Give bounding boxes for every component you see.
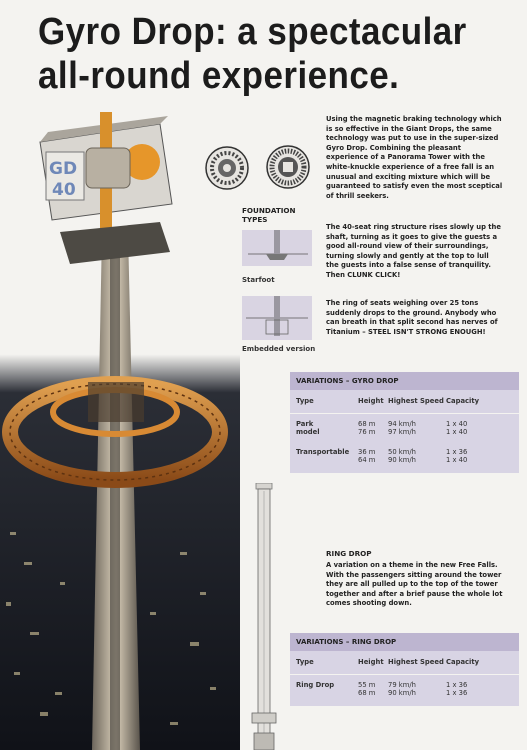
row-type: Ring Drop bbox=[296, 680, 335, 689]
row-speed: 79 km/h bbox=[388, 680, 416, 689]
row-height-2: 68 m bbox=[358, 689, 376, 697]
tower-illustration bbox=[0, 112, 240, 750]
row-height-2: 76 m bbox=[358, 428, 376, 436]
col-capacity: Capacity bbox=[446, 397, 480, 405]
row-speed-2: 97 km/h bbox=[388, 428, 416, 436]
title-line-1: Gyro Drop: a spectacular bbox=[38, 11, 467, 53]
embedded-caption: Embedded version bbox=[242, 345, 316, 353]
row-type: Park bbox=[296, 419, 314, 428]
col-type: Type bbox=[296, 658, 314, 666]
ring-structure-paragraph: The 40-seat ring structure rises slowly up the shaft, turning as it goes to give the guests a good all-round view of their surroundings, turning slowly and gently at the top to lull the guests into a false sense of tranquility. Then CLUNK CLICK! bbox=[326, 222, 501, 279]
foundation-heading-line-2: TYPES bbox=[242, 215, 268, 224]
row-capacity: 1 x 36 bbox=[446, 447, 468, 456]
row-capacity: 1 x 40 bbox=[446, 419, 468, 428]
table-row bbox=[290, 440, 519, 473]
intro-paragraph: Using the magnetic braking technology which is so effective in the Giant Drops, the same technology was put to use in the super-sized Gyro Drop. Combining the pleasant experience of a Panorama Tower with the white-knuckle experience of a free fall is an unusual and exciting mixture which will be guaranteed to satisfy even the most sceptical of thrill seekers. bbox=[326, 114, 503, 200]
ring-table-title: VARIATIONS – RING DROP bbox=[290, 633, 519, 651]
row-height: 36 m bbox=[358, 447, 376, 456]
starfoot-caption: Starfoot bbox=[242, 276, 275, 284]
row-speed-2: 90 km/h bbox=[388, 689, 416, 697]
col-type: Type bbox=[296, 397, 314, 405]
row-height-2: 64 m bbox=[358, 456, 376, 464]
ring-table-header-row bbox=[290, 651, 519, 674]
gyro-table-title: VARIATIONS – GYRO DROP bbox=[290, 372, 519, 390]
gyro-drop-photo bbox=[0, 112, 240, 750]
row-capacity: 1 x 36 bbox=[446, 680, 468, 689]
ring-drop-table bbox=[290, 633, 519, 706]
row-capacity-2: 1 x 40 bbox=[446, 456, 468, 464]
row-capacity-2: 1 x 40 bbox=[446, 428, 468, 436]
ring-drop-heading: RING DROP bbox=[326, 549, 372, 558]
col-capacity: Capacity bbox=[446, 658, 480, 666]
row-height: 55 m bbox=[358, 680, 376, 689]
gyro-table-header-row bbox=[290, 390, 519, 413]
ring-drop-paragraph: A variation on a theme in the new Free Falls. With the passengers sitting around the tower they are all pulled up to the top of the tower together and after a brief pause the whole lot comes shooting down. bbox=[326, 560, 503, 608]
starfoot-diagram bbox=[242, 230, 312, 266]
col-speed: Highest Speed bbox=[388, 658, 444, 666]
row-height: 68 m bbox=[358, 419, 376, 428]
col-height: Height bbox=[358, 397, 384, 405]
foundation-heading-line-1: FOUNDATION bbox=[242, 206, 296, 215]
table-row bbox=[290, 414, 519, 440]
logo-gd-text: GD bbox=[49, 159, 78, 179]
logo-40-text: 40 bbox=[52, 180, 76, 200]
page-title bbox=[38, 10, 480, 98]
row-capacity-2: 1 x 36 bbox=[446, 689, 468, 697]
col-height: Height bbox=[358, 658, 384, 666]
row-speed: 94 km/h bbox=[388, 419, 416, 428]
drop-paragraph: The ring of seats weighing over 25 tons suddenly drops to the ground. Anybody who can breath in that split second has nerves of Titanium – STEEL ISN'T STRONG ENOUGH! bbox=[326, 298, 498, 336]
gyro-drop-table bbox=[290, 372, 519, 473]
table-row bbox=[290, 675, 519, 706]
title-line-2: all-round experience. bbox=[38, 55, 400, 97]
emblem-right-icon bbox=[266, 145, 310, 189]
row-speed: 50 km/h bbox=[388, 447, 416, 456]
row-type-2: model bbox=[296, 428, 320, 436]
col-speed: Highest Speed bbox=[388, 397, 444, 405]
emblem-left-icon bbox=[205, 146, 249, 190]
row-type: Transportable bbox=[296, 447, 350, 456]
ring-drop-tower-drawing bbox=[250, 483, 278, 750]
row-speed-2: 90 km/h bbox=[388, 456, 416, 464]
embedded-diagram bbox=[242, 296, 312, 340]
foundation-heading bbox=[242, 206, 296, 224]
